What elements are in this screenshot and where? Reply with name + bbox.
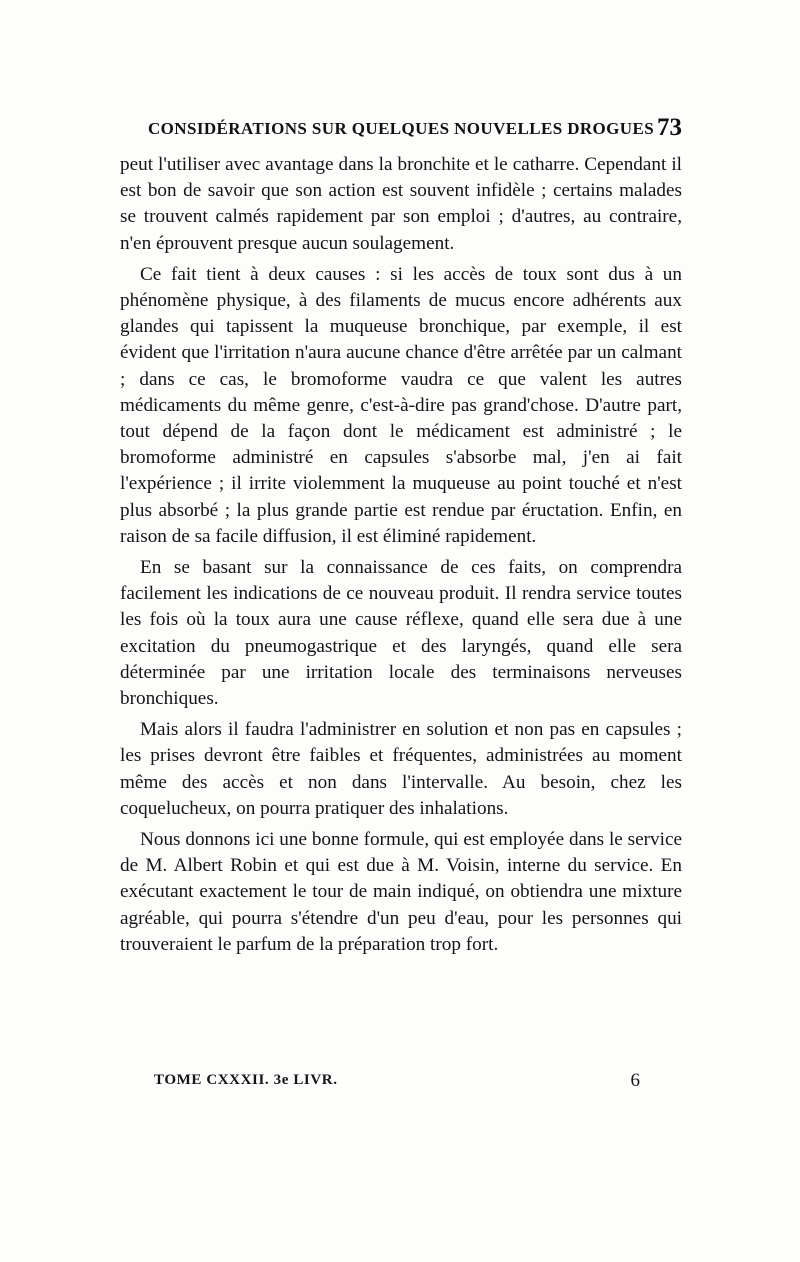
paragraph-two-causes: Ce fait tient à deux causes : si les accès de toux sont dus à un phénomène physique, à des filaments de mucus encore adhérents aux glandes qui tapissent la muqueuse bronchique, par exemple, il est évident que l'irritation n'aura aucune chance d'être arrêtée par un calmant ; dans ce cas, le bromoforme vaudra ce que valent les autres médicaments du même genre, c'est-à-dire pas grand'chose. D'autre part, tout dépend de la façon dont le médicament est administré ; le bromoforme administré en capsules s'absorbe mal, j'en ai fait l'expérience ; il irrite violemment la muqueuse au point touché et n'est plus absorbé ; la plus grande partie est rendue par éructation. Enfin, en raison de sa facile diffusion, il est éliminé rapidement. bbox=[120, 263, 682, 547]
paragraph-indications: En se basant sur la connaissance de ces faits, on comprendra facilement les indications de ce nouveau produit. Il rendra service toutes les fois où la toux aura une cause réflexe, quand elle sera due à une excitation du pneumogastrique et des laryngés, quand elle sera déterminée par une irritation locale des terminaisons nerveuses bronchiques. bbox=[120, 557, 682, 710]
paragraph-continuation: peut l'utiliser avec avantage dans la bronchite et le catharre. Cependant il est bon de savoir que son action est souvent infidèle ; certains malades se trouvent calmés rapidement par son emploi ; d'autres, au contraire, n'en éprouvent presque aucun soulagement. bbox=[120, 154, 682, 254]
body-text bbox=[120, 152, 682, 963]
gathering-signature: 6 bbox=[630, 1070, 640, 1091]
volume-signature: TOME CXXXII. 3e LIVR. bbox=[154, 1072, 338, 1088]
page-footer bbox=[120, 1070, 640, 1094]
page-number: 73 bbox=[657, 114, 682, 141]
running-title: CONSIDÉRATIONS SUR QUELQUES NOUVELLES DROGUES bbox=[148, 119, 655, 138]
paragraph-formula: Nous donnons ici une bonne formule, qui est employée dans le service de M. Albert Robin et qui est due à M. Voisin, interne du service. En exécutant exactement le tour de main indiqué, on obtiendra une mixture agréable, qui pourra s'étendre d'un peu d'eau, pour les personnes qui trouveraient le parfum de la préparation trop fort. bbox=[120, 829, 682, 955]
paragraph-administration: Mais alors il faudra l'administrer en solution et non pas en capsules ; les prises devront être faibles et fréquentes, administrées au moment même des accès et non dans l'intervalle. Au besoin, chez les coquelucheux, on pourra pratiquer des inhalations. bbox=[120, 719, 682, 819]
running-head bbox=[120, 116, 682, 144]
